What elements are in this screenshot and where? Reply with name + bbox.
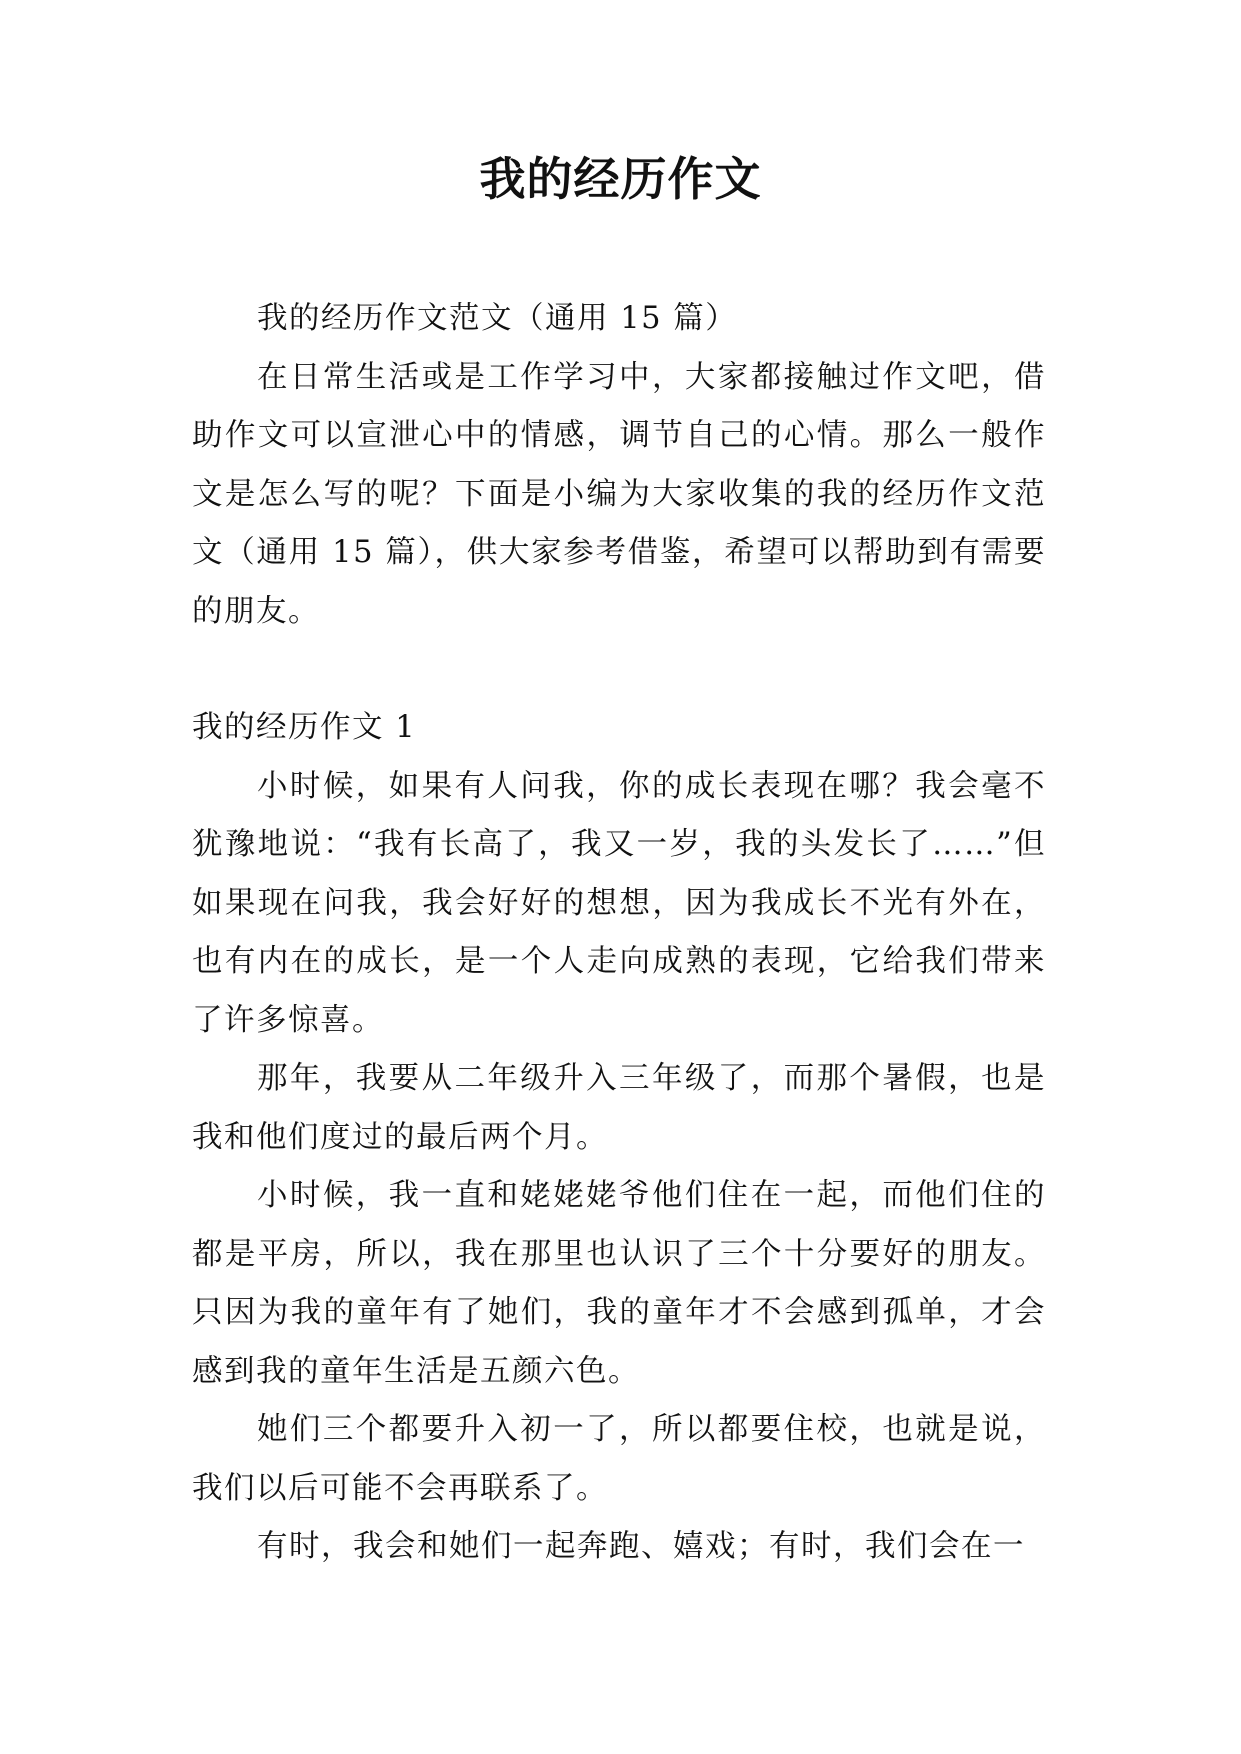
document-title: 我的经历作文 xyxy=(479,152,762,206)
section-paragraph: 小时候，如果有人问我，你的成长表现在哪？我会毫不犹豫地说：“我有长高了，我又一岁，我的头发长了……”但如果现在问我，我会好好的想想，因为我成长不光有外在，也有内在的成长，是一个人走向成熟的表现，它给我们带来了许多惊喜。 xyxy=(192,768,1046,1038)
document-body xyxy=(192,290,1046,1577)
section-heading: 我的经历作文 1 xyxy=(192,710,417,745)
section-paragraph: 她们三个都要升入初一了，所以都要住校，也就是说，我们以后可能不会再联系了。 xyxy=(192,1412,1046,1506)
section-paragraph: 有时，我会和她们一起奔跑、嬉戏；有时，我们会在一 xyxy=(257,1529,1025,1564)
intro-paragraph: 在日常生活或是工作学习中，大家都接触过作文吧，借助作文可以宣泄心中的情感，调节自己的心情。那么一般作文是怎么写的呢？下面是小编为大家收集的我的经历作文范文（通用 15 篇），供大家参考借鉴，希望可以帮助到有需要的朋友。 xyxy=(192,359,1046,629)
section-paragraph: 小时候，我一直和姥姥姥爷他们住在一起，而他们住的都是平房，所以，我在那里也认识了三个十分要好的朋友。只因为我的童年有了她们，我的童年才不会感到孤单，才会感到我的童年生活是五颜六色。 xyxy=(192,1178,1046,1389)
document-subtitle: 我的经历作文范文（通用 15 篇） xyxy=(257,301,738,336)
section-paragraph: 那年，我要从二年级升入三年级了，而那个暑假，也是我和他们度过的最后两个月。 xyxy=(192,1061,1046,1155)
